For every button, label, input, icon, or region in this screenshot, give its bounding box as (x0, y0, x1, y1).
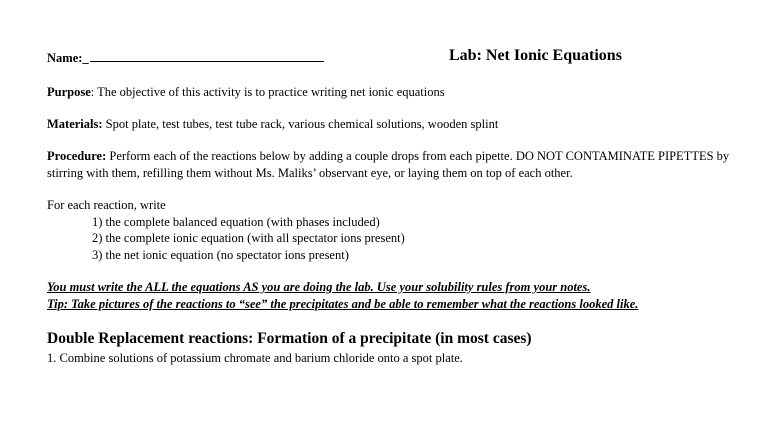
procedure-text: Perform each of the reactions below by adding a couple drops from each pipette. DO NOT CONTAMINATE PIPETTES by stirring with them, refilling them without Ms. Maliks’ observant eye, or laying them on top of each other. (47, 149, 730, 180)
lab-title: Lab: Net Ionic Equations (449, 47, 622, 64)
name-field (47, 50, 324, 66)
procedure-label: Procedure: (47, 149, 107, 163)
note-line-1: You must write the ALL the equations AS you are doing the lab. Use your solubility rules from your notes. (47, 280, 591, 294)
materials-paragraph (47, 116, 747, 133)
purpose-paragraph (47, 84, 747, 101)
instruction-item: 2) the complete ionic equation (with all spectator ions present) (92, 231, 405, 245)
purpose-label: Purpose (47, 85, 91, 99)
materials-text: Spot plate, test tubes, test tube rack, various chemical solutions, wooden splint (102, 117, 499, 131)
section-heading: Double Replacement reactions: Formation of a precipitate (in most cases) (47, 330, 532, 347)
instruction-item: 3) the net ionic equation (no spectator ions present) (92, 247, 349, 262)
note-line-2: Tip: Take pictures of the reactions to “see” the precipitates and be able to remember what the reactions looked like. (47, 296, 639, 311)
lab-notes (47, 279, 747, 312)
materials-label: Materials: (47, 117, 103, 131)
step-item: 1. Combine solutions of potassium chromate and barium chloride onto a spot plate. (47, 351, 463, 365)
name-label: Name:_ (47, 51, 89, 65)
instructions-intro: For each reaction, write (47, 198, 166, 212)
purpose-text: : The objective of this activity is to practice writing net ionic equations (90, 85, 445, 99)
name-blank-line (90, 50, 324, 62)
instruction-item: 1) the complete balanced equation (with phases included) (92, 214, 380, 229)
procedure-paragraph (47, 148, 747, 181)
instructions-list (47, 197, 747, 263)
